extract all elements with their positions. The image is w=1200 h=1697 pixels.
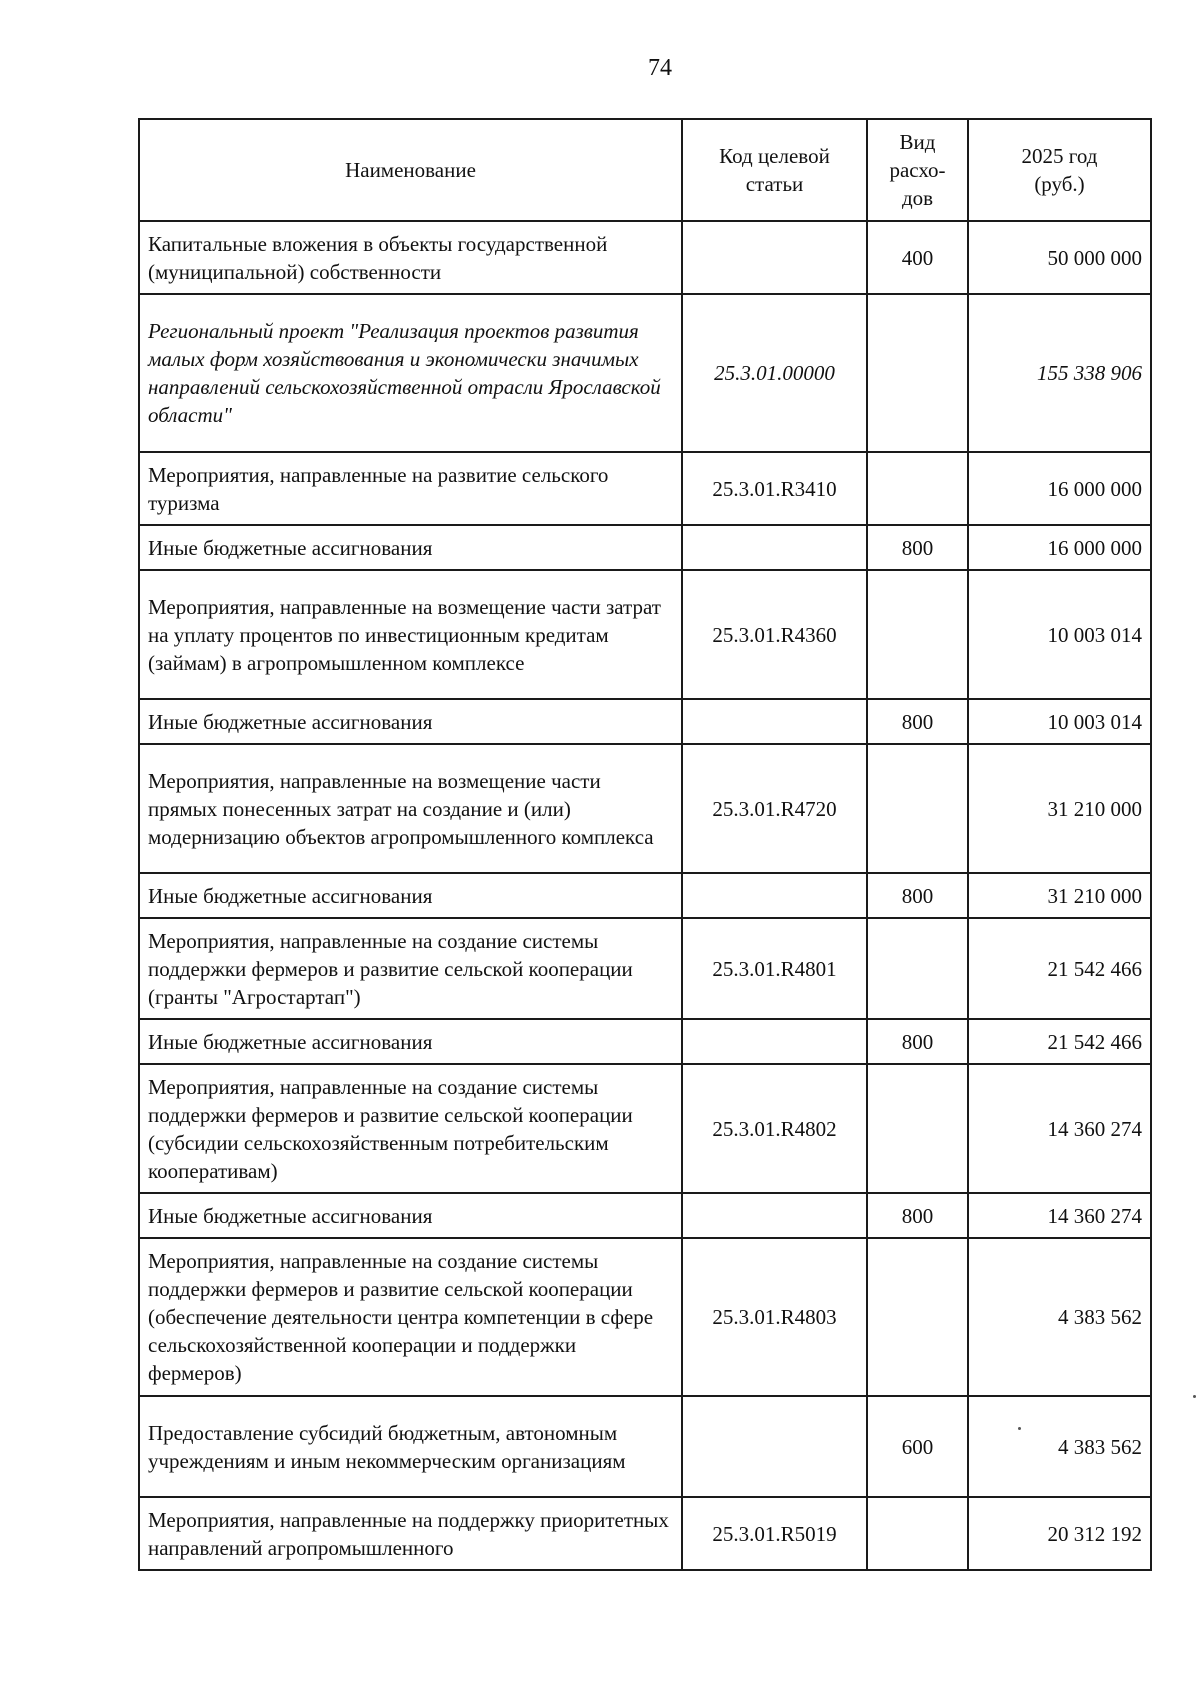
cell-code: 25.3.01.R4801 (682, 918, 867, 1019)
cell-sum: 50 000 000 (968, 221, 1151, 294)
page-number: 74 (648, 55, 672, 81)
cell-code: 25.3.01.R5019 (682, 1497, 867, 1570)
cell-code (682, 1396, 867, 1497)
table-row (139, 570, 1151, 699)
cell-kind (867, 570, 968, 699)
cell-name: Предоставление субсидий бюджетным, автономным учреждениям и иным некоммерческим организациям (139, 1396, 682, 1497)
table-row (139, 1193, 1151, 1238)
table-row (139, 1238, 1151, 1396)
cell-code (682, 873, 867, 918)
scan-speck (1018, 1427, 1021, 1430)
cell-name: Мероприятия, направленные на создание системы поддержки фермеров и развитие сельской кооперации (субсидии сельскохозяйственным потребительским кооперативам) (139, 1064, 682, 1193)
header-kind: Вид расхо- дов (867, 119, 968, 221)
cell-sum: 20 312 192 (968, 1497, 1151, 1570)
cell-name: Иные бюджетные ассигнования (139, 1019, 682, 1064)
table-body (139, 221, 1151, 1570)
cell-code (682, 1019, 867, 1064)
cell-sum: 31 210 000 (968, 873, 1151, 918)
cell-sum: 16 000 000 (968, 525, 1151, 570)
table-row (139, 699, 1151, 744)
table-row (139, 744, 1151, 873)
table-row (139, 918, 1151, 1019)
cell-name: Иные бюджетные ассигнования (139, 873, 682, 918)
cell-kind: 600 (867, 1396, 968, 1497)
cell-sum: 31 210 000 (968, 744, 1151, 873)
cell-sum: 14 360 274 (968, 1064, 1151, 1193)
scan-speck (1193, 1395, 1196, 1398)
cell-kind (867, 1238, 968, 1396)
cell-name: Иные бюджетные ассигнования (139, 1193, 682, 1238)
cell-name: Мероприятия, направленные на поддержку приоритетных направлений агропромышленного (139, 1497, 682, 1570)
cell-code: 25.3.01.R3410 (682, 452, 867, 525)
cell-code: 25.3.01.R4802 (682, 1064, 867, 1193)
cell-sum: 16 000 000 (968, 452, 1151, 525)
cell-name: Мероприятия, направленные на возмещение части затрат на уплату процентов по инвестиционным кредитам (займам) в агропромышленном комплексе (139, 570, 682, 699)
cell-kind (867, 744, 968, 873)
cell-sum: 4 383 562 (968, 1238, 1151, 1396)
cell-code (682, 221, 867, 294)
cell-sum: 10 003 014 (968, 699, 1151, 744)
table-row (139, 525, 1151, 570)
header-sum: 2025 год (руб.) (968, 119, 1151, 221)
cell-sum: 10 003 014 (968, 570, 1151, 699)
cell-kind: 800 (867, 873, 968, 918)
cell-kind: 400 (867, 221, 968, 294)
cell-kind (867, 294, 968, 452)
cell-name: Иные бюджетные ассигнования (139, 699, 682, 744)
cell-kind: 800 (867, 1193, 968, 1238)
cell-code: 25.3.01.00000 (682, 294, 867, 452)
cell-code (682, 525, 867, 570)
cell-name: Мероприятия, направленные на возмещение части прямых понесенных затрат на создание и (или) модернизацию объектов агропромышленного комплекса (139, 744, 682, 873)
cell-code: 25.3.01.R4360 (682, 570, 867, 699)
cell-name: Капитальные вложения в объекты государственной (муниципальной) собственности (139, 221, 682, 294)
cell-name: Мероприятия, направленные на создание системы поддержки фермеров и развитие сельской кооперации (обеспечение деятельности центра компетенции в сфере сельскохозяйственной кооперации и поддержки фермеров) (139, 1238, 682, 1396)
cell-code (682, 1193, 867, 1238)
cell-kind: 800 (867, 1019, 968, 1064)
budget-table (138, 118, 1152, 1571)
cell-sum: 14 360 274 (968, 1193, 1151, 1238)
cell-name: Мероприятия, направленные на создание системы поддержки фермеров и развитие сельской кооперации (гранты "Агростартап") (139, 918, 682, 1019)
header-code: Код целевой статьи (682, 119, 867, 221)
table-row (139, 1019, 1151, 1064)
header-name: Наименование (139, 119, 682, 221)
cell-sum: 4 383 562 (968, 1396, 1151, 1497)
cell-sum: 155 338 906 (968, 294, 1151, 452)
table-row (139, 294, 1151, 452)
cell-kind (867, 452, 968, 525)
cell-name: Региональный проект "Реализация проектов развития малых форм хозяйствования и экономически значимых направлений сельскохозяйственной отрасли Ярославской области" (139, 294, 682, 452)
table-row (139, 1064, 1151, 1193)
cell-code: 25.3.01.R4720 (682, 744, 867, 873)
cell-kind (867, 1064, 968, 1193)
table-row (139, 873, 1151, 918)
cell-code (682, 699, 867, 744)
cell-sum: 21 542 466 (968, 918, 1151, 1019)
cell-name: Иные бюджетные ассигнования (139, 525, 682, 570)
cell-code: 25.3.01.R4803 (682, 1238, 867, 1396)
cell-sum: 21 542 466 (968, 1019, 1151, 1064)
table-row (139, 221, 1151, 294)
cell-kind: 800 (867, 699, 968, 744)
table-header-row (139, 119, 1151, 221)
table-row (139, 1396, 1151, 1497)
cell-kind: 800 (867, 525, 968, 570)
cell-name: Мероприятия, направленные на развитие сельского туризма (139, 452, 682, 525)
table-row (139, 1497, 1151, 1570)
cell-kind (867, 1497, 968, 1570)
cell-kind (867, 918, 968, 1019)
table-row (139, 452, 1151, 525)
